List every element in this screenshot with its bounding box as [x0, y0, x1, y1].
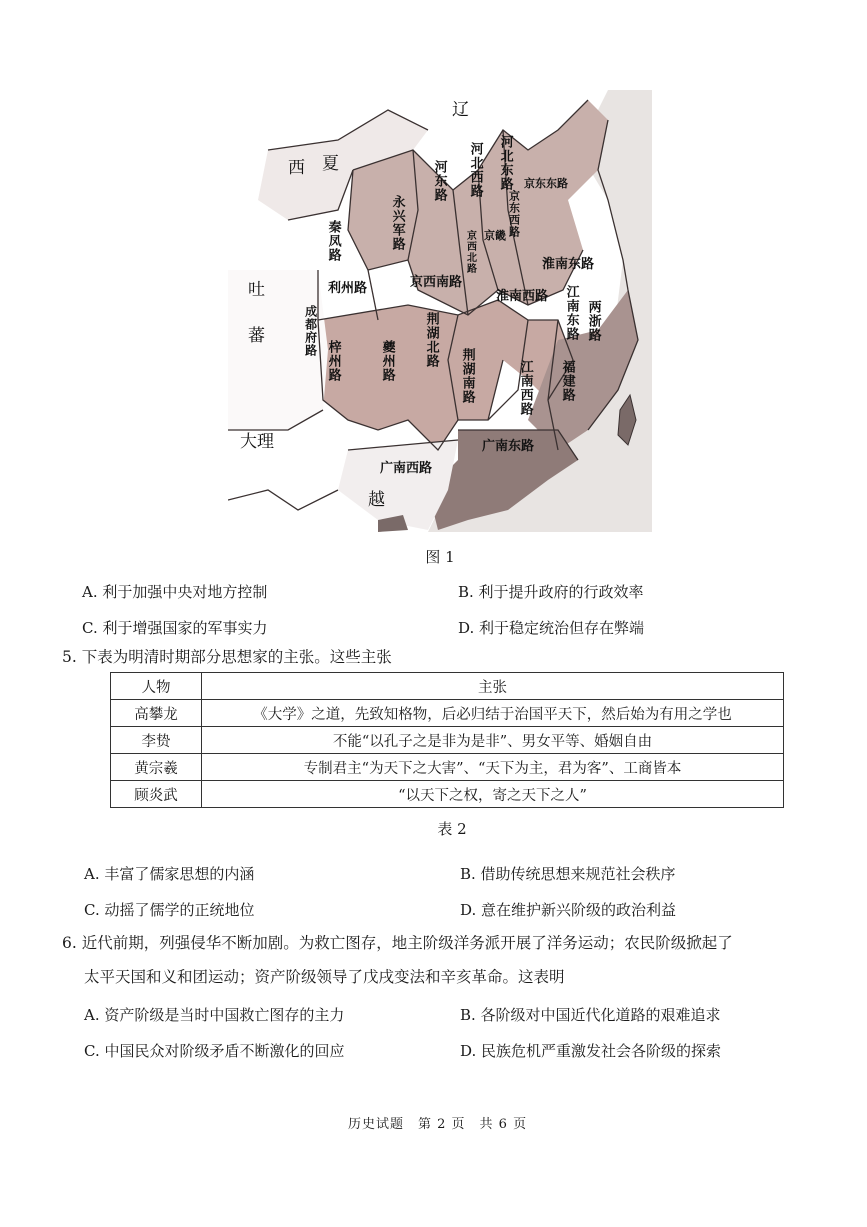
map-label-jingdong-xi: 京东西路 — [507, 190, 521, 238]
map-label-liao: 辽 — [452, 100, 469, 120]
table-cell-view: “以天下之权，寄之天下之人” — [202, 781, 784, 808]
table-header-view: 主张 — [202, 673, 784, 700]
table-row — [111, 781, 784, 808]
map-label-jinghu-bei: 荆湖北路 — [423, 312, 439, 368]
table-row — [111, 754, 784, 781]
table-2-caption: 表 2 — [437, 820, 467, 838]
map-label-jingdong-dong: 京东东路 — [524, 177, 568, 190]
q4-option-b[interactable]: B. 利于提升政府的行政效率 — [458, 583, 644, 601]
figure-1-caption: 图 1 — [425, 548, 455, 566]
q5-option-a[interactable]: A. 丰富了儒家思想的内涵 — [84, 865, 255, 883]
map-label-xia: 夏 — [322, 154, 339, 174]
q6-stem-line-2: 太平天国和义和团运动；资产阶级领导了戊戌变法和辛亥革命。这表明 — [84, 968, 565, 986]
map-label-tu: 吐 — [248, 280, 265, 300]
map-label-jinghu-nan: 荆湖南路 — [459, 348, 475, 404]
map-label-jingxi-nan: 京西南路 — [410, 275, 463, 290]
map-label-yue: 越 — [368, 490, 385, 510]
map-label-hebei-dong: 河北东路 — [497, 135, 513, 191]
map-label-lizhou: 利州路 — [328, 281, 368, 296]
map-label-hebei-xi: 河北西路 — [467, 142, 483, 198]
table-cell-view: 不能“以孔子之是非为是非”、男女平等、婚姻自由 — [202, 727, 784, 754]
map-label-fujian: 福建路 — [559, 360, 575, 402]
table-header-row — [111, 673, 784, 700]
table-cell-person: 顾炎武 — [111, 781, 202, 808]
song-dynasty-map — [228, 90, 652, 532]
map-label-dali: 大理 — [240, 432, 274, 452]
map-label-qinfeng: 秦凤路 — [325, 220, 341, 262]
table-header-person: 人物 — [111, 673, 202, 700]
q6-option-c[interactable]: C. 中国民众对阶级矛盾不断激化的回应 — [84, 1042, 345, 1060]
map-label-guangnan-xi: 广南西路 — [380, 461, 433, 476]
map-label-yongxingjun: 永兴军路 — [389, 195, 405, 251]
table-row — [111, 727, 784, 754]
table-2 — [110, 672, 784, 808]
q4-option-c[interactable]: C. 利于增强国家的军事实力 — [82, 619, 268, 637]
map-label-guangnan-dong: 广南东路 — [482, 439, 535, 454]
q5-option-c[interactable]: C. 动摇了儒学的正统地位 — [84, 901, 255, 919]
map-label-zizhou: 梓州路 — [325, 340, 341, 382]
map-label-jiangnan-dong: 江南东路 — [563, 285, 579, 341]
q6-stem-line-1: 6. 近代前期，列强侵华不断加剧。为救亡图存，地主阶级洋务派开展了洋务运动；农民阶级掀起了 — [62, 934, 733, 952]
map-label-chengdufu: 成都府路 — [303, 305, 318, 357]
shaded-region-central — [318, 300, 573, 450]
table-cell-person: 高攀龙 — [111, 700, 202, 727]
map-label-hedong: 河东路 — [431, 160, 447, 202]
map-label-xi: 西 — [288, 158, 305, 178]
table-row — [111, 700, 784, 727]
table-cell-view: 《大学》之道，先致知格物，后必归结于治国平天下，然后始为有用之学也 — [202, 700, 784, 727]
table-cell-person: 黄宗羲 — [111, 754, 202, 781]
map-label-jingxi-bei: 京西北路 — [464, 230, 476, 274]
q5-option-d[interactable]: D. 意在维护新兴阶级的政治利益 — [460, 901, 677, 919]
table-cell-view: 专制君主“为天下之大害”、“天下为主，君为客”、工商皆本 — [202, 754, 784, 781]
map-label-bo: 蕃 — [248, 326, 265, 346]
map-label-huainan-dong: 淮南东路 — [542, 257, 595, 272]
table-cell-person: 李贽 — [111, 727, 202, 754]
page-footer: 历史试题 第 2 页 共 6 页 — [348, 1117, 528, 1132]
q6-option-b[interactable]: B. 各阶级对中国近代化道路的艰难追求 — [460, 1006, 721, 1024]
q5-option-b[interactable]: B. 借助传统思想来规范社会秩序 — [460, 865, 676, 883]
q5-stem: 5. 下表为明清时期部分思想家的主张。这些主张 — [62, 648, 392, 666]
q6-option-a[interactable]: A. 资产阶级是当时中国救亡图存的主力 — [84, 1006, 345, 1024]
map-label-huainan-xi: 淮南西路 — [496, 289, 549, 304]
map-label-jingji: 京畿 — [484, 229, 506, 242]
map-label-kuizhou: 夔州路 — [379, 340, 395, 382]
map-label-jiangnan-xi: 江南西路 — [517, 360, 533, 416]
map-label-liangzhe: 两浙路 — [585, 300, 601, 342]
q4-option-d[interactable]: D. 利于稳定统治但存在弊端 — [458, 619, 645, 637]
q4-option-a[interactable]: A. 利于加强中央对地方控制 — [82, 583, 268, 601]
q6-option-d[interactable]: D. 民族危机严重激发社会各阶级的探索 — [460, 1042, 722, 1060]
